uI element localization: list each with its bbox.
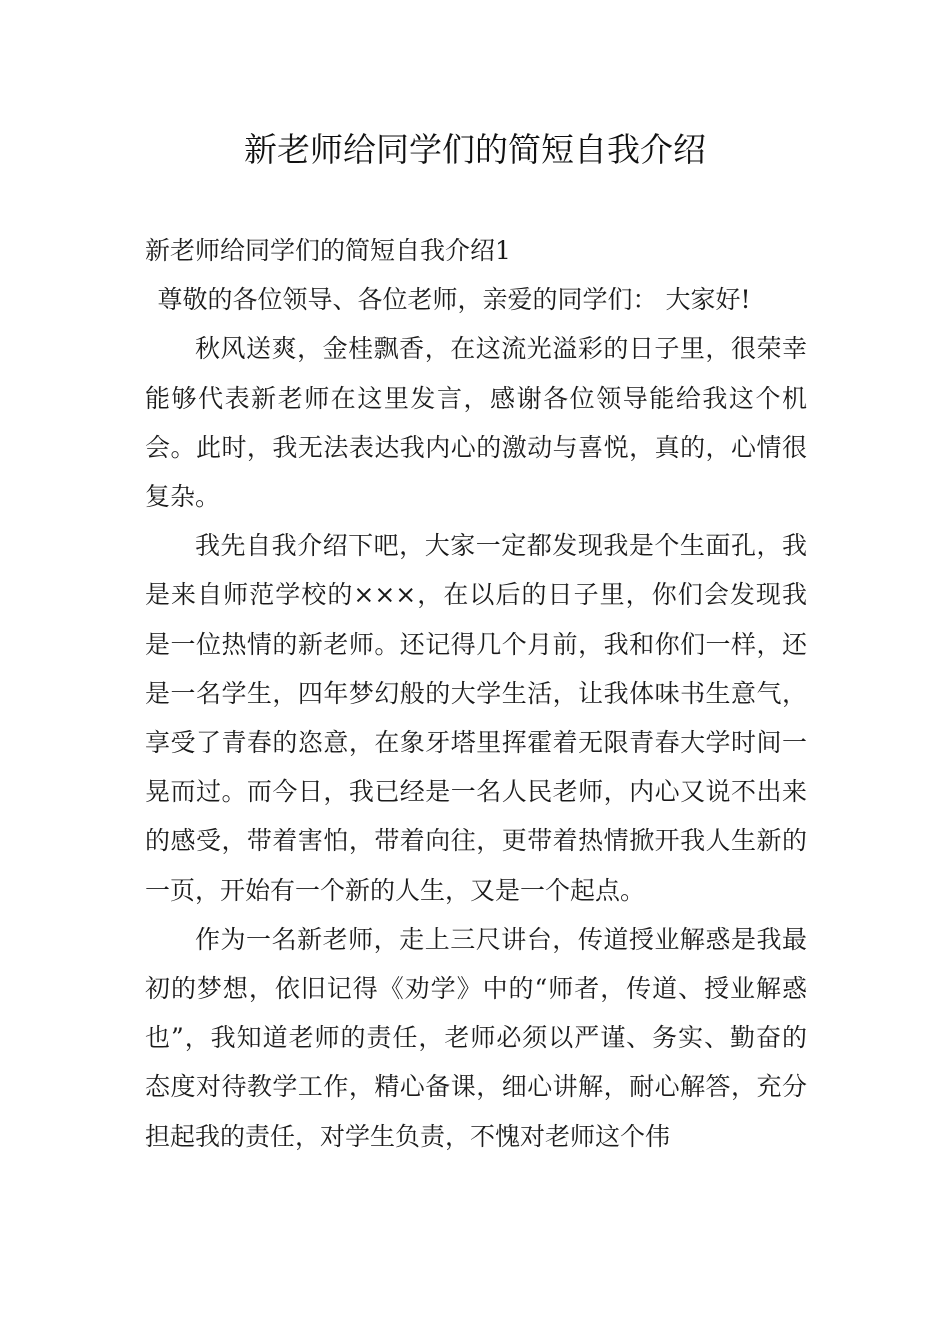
- paragraph-2: 我先自我介绍下吧，大家一定都发现我是个生面孔，我是来自师范学校的×××，在以后的日子里，你们会发现我是一位热情的新老师。还记得几个月前，我和你们一样，还是一名学生，四年梦幻般的大学生活，让我体味书生意气，享受了青春的恣意，在象牙塔里挥霍着无限青春大学时间一晃而过。而今日，我已经是一名人民老师，内心又说不出来的感受，带着害怕，带着向往，更带着热情掀开我人生新的一页，开始有一个新的人生，又是一个起点。: [145, 531, 807, 905]
- paragraph-1: 秋风送爽，金桂飘香，在这流光溢彩的日子里，很荣幸能够代表新老师在这里发言，感谢各位领导能给我这个机会。此时，我无法表达我内心的激动与喜悦，真的，心情很复杂。: [145, 334, 807, 512]
- section-heading: 新老师给同学们的简短自我介绍1: [145, 236, 511, 265]
- paragraph-3: 作为一名新老师，走上三尺讲台，传道授业解惑是我最初的梦想，依旧记得《劝学》中的“师者，传道、授业解惑也”，我知道老师的责任，老师必须以严谨、务实、勤奋的态度对待教学工作，精心备课，细心讲解，耐心解答，充分担起我的责任，对学生负责，不愧对老师这个伟: [145, 924, 807, 1151]
- document-body: [145, 226, 807, 1161]
- greeting-line: 尊敬的各位领导、各位老师，亲爱的同学们： 大家好!: [157, 285, 751, 315]
- document-title: 新老师给同学们的简短自我介绍: [244, 130, 706, 169]
